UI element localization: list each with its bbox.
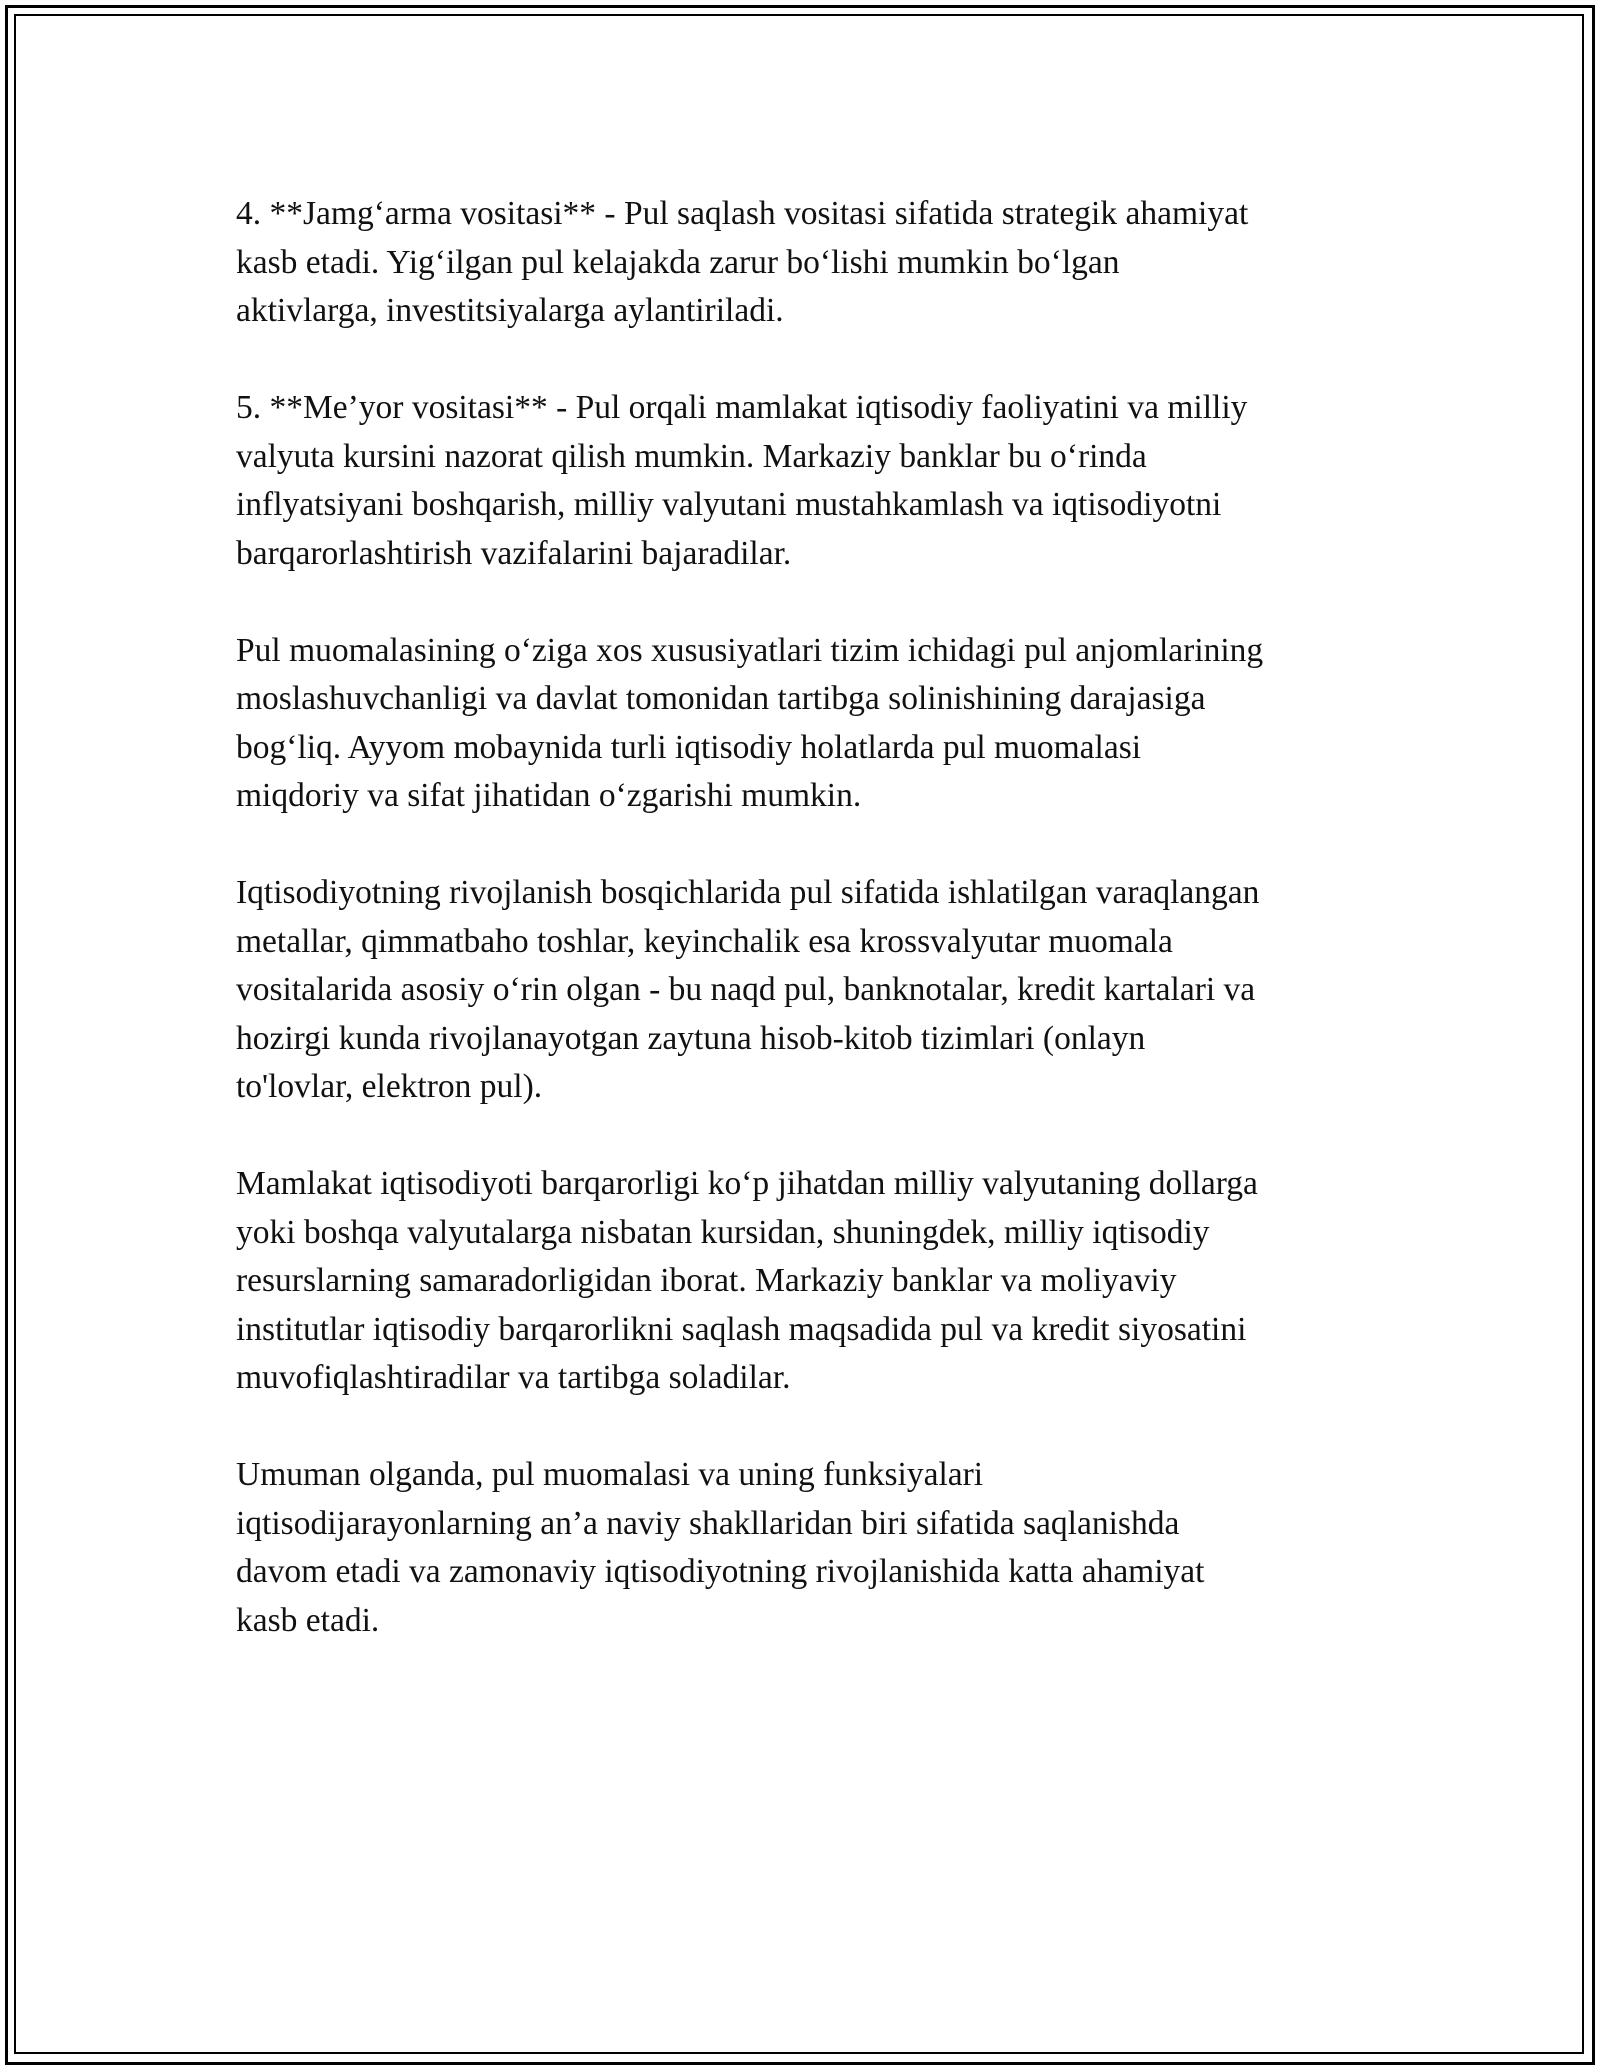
paragraph-iqtisodiy-barqarorlik	[236, 1160, 1366, 1403]
text-line: hozirgi kunda rivojlanayotgan zaytuna hisob-kitob tizimlari (onlayn	[236, 1019, 1146, 1057]
text-line: metallar, qimmatbaho toshlar, keyinchalik esa krossvalyutar muomala	[236, 922, 1173, 960]
text-line: moslashuvchanligi va davlat tomonidan tartibga solinishining darajasiga	[236, 680, 1206, 717]
text-line: miqdoriy va sifat jihatidan o‘zgarishi mumkin.	[236, 777, 862, 814]
text-line: kasb etadi.	[236, 1601, 380, 1639]
text-line: Iqtisodiyotning rivojlanish bosqichlarida pul sifatida ishlatilgan varaqlangan	[236, 874, 1260, 911]
text-line: kasb etadi. Yig‘ilgan pul kelajakda zarur bo‘lishi mumkin bo‘lgan	[236, 243, 1120, 281]
text-line: Umuman olganda, pul muomalasi va uning funksiyalari	[236, 1456, 984, 1493]
text-line: institutlar iqtisodiy barqarorlikni saqlash maqsadida pul va kredit siyosatini	[236, 1310, 1247, 1348]
text-line: to'lovlar, elektron pul).	[236, 1068, 543, 1105]
text-line: valyuta kursini nazorat qilish mumkin. Markaziy banklar bu o‘rinda	[236, 437, 1147, 475]
text-line: muvofiqlashtiradilar va tartibga soladilar.	[236, 1359, 791, 1396]
text-line: barqarorlashtirish vazifalarini bajaradilar.	[236, 534, 792, 572]
document-body	[236, 190, 1366, 1694]
text-line: 4. **Jamg‘arma vositasi** - Pul saqlash vositasi sifatida strategik ahamiyat	[236, 195, 1249, 232]
text-line: 5. **Me’yor vositasi** - Pul orqali mamlakat iqtisodiy faoliyatini va milliy	[236, 389, 1248, 426]
paragraph-meyor-vositasi	[236, 384, 1366, 578]
text-line: Mamlakat iqtisodiyoti barqarorligi ko‘p jihatdan milliy valyutaning dollarga	[236, 1165, 1258, 1202]
text-line: yoki boshqa valyutalarga nisbatan kursidan, shuningdek, milliy iqtisodiy	[236, 1213, 1210, 1251]
paragraph-pul-muomalasi-xususiyatlari	[236, 627, 1366, 821]
text-line: davom etadi va zamonaviy iqtisodiyotning rivojlanishida katta ahamiyat	[236, 1553, 1205, 1590]
text-line: aktivlarga, investitsiyalarga aylantiriladi.	[236, 292, 784, 329]
text-line: vositalarida asosiy o‘rin olgan - bu naqd pul, banknotalar, kredit kartalari va	[236, 971, 1256, 1008]
text-line: iqtisodijarayonlarning an’a naviy shakllaridan biri sifatida saqlanishda	[236, 1504, 1180, 1542]
text-line: resurslarning samaradorligidan iborat. Markaziy banklar va moliyaviy	[236, 1262, 1177, 1299]
text-line: Pul muomalasining o‘ziga xos xususiyatlari tizim ichidagi pul anjomlarining	[236, 631, 1264, 669]
paragraph-jamgarma-vositasi	[236, 190, 1366, 336]
paragraph-rivojlanish-bosqichlari	[236, 869, 1366, 1112]
text-line: bog‘liq. Ayyom mobaynida turli iqtisodiy holatlarda pul muomalasi	[236, 728, 1142, 766]
text-line: inflyatsiyani boshqarish, milliy valyutani mustahkamlash va iqtisodiyotni	[236, 486, 1222, 523]
paragraph-xulosa	[236, 1451, 1366, 1645]
